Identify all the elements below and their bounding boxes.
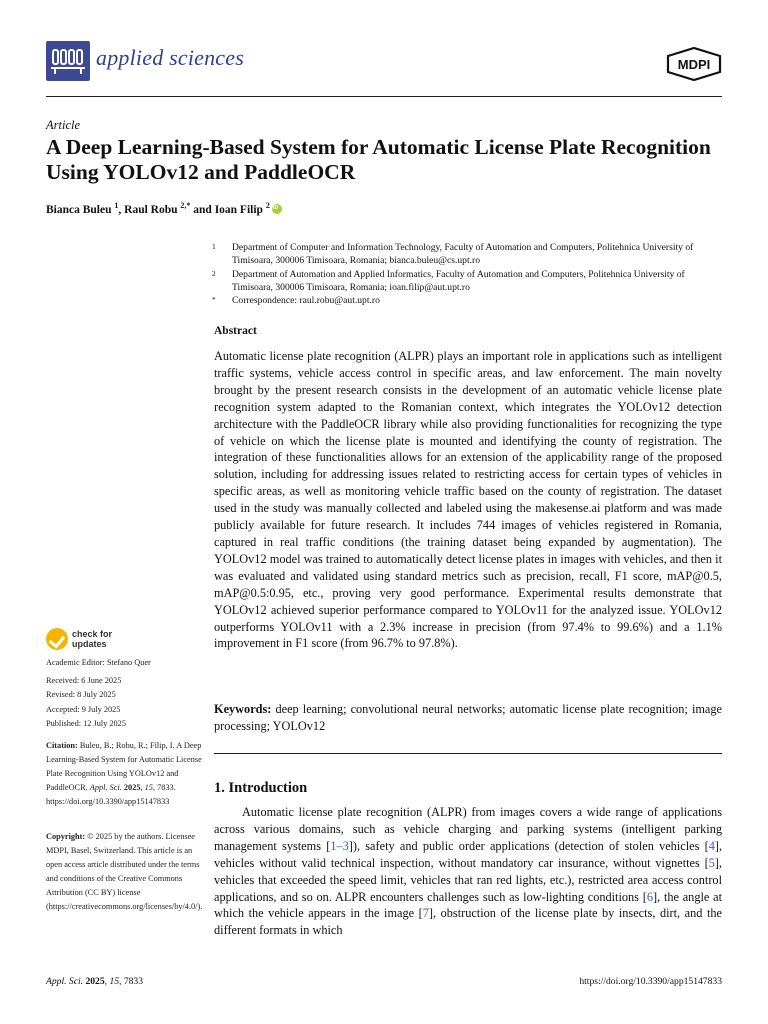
abstract-heading: Abstract xyxy=(214,325,257,337)
author-separator: and xyxy=(190,203,215,216)
affiliation-text: Department of Computer and Information Technology, Faculty of Automation and Computers, Politehnica University of Timisoara, 300006 Timisoara, Romania; bianca.buleu@cs.upt.ro xyxy=(232,242,694,266)
citation-doi[interactable]: , 7833. https://doi.org/10.3390/app15147833 xyxy=(46,783,176,806)
intro-text: ], the angle at which the vehicle appears in the image [ xyxy=(214,889,723,921)
abstract-text: Automatic license plate recognition (ALPR) plays an important role in applications such as intelligent traffic systems, vehicle access control in specific areas, and law enforcement. The main novelty brought by the present research consists in the development of an automatic vehicle license plate recognition system adapted to the Romanian context, which integrates the YOLOv12 detection architecture with the PaddleOCR library while also providing functionalities for recognizing the type of vehicle on which the license plate is mounted and identifying the county of registration. The integration of these functionalities allows for an extension of the applicability range of the proposed solution, including for addressing issues related to restricting access for certain types of vehicles in specific areas, as well as monitoring vehicle traffic based on the county of registration. The dataset used in the study was manually collected and labeled using the makesense.ai platform and was made publicly available for future research. It includes 744 images of vehicles registered in Romania, captured in real traffic conditions (the training dataset being expanded by augmentation). The YOLOv12 model was trained to automatically detect license plates in images with vehicles, and then it was evaluated and validated using standard metrics such as precision, recall, F1 score, mAP@0.5, mAP@0.5:0.95, etc., proving very good performance. Experimental results demonstrate that YOLOv12 achieved superior performance compared to YOLOv11 for the analyzed issue. YOLOv12 outperforms YOLOv11 with a 2.3% increase in precision (from 97.4% to 99.6%) and a 1.1% improvement in F1 score (from 96.7% to 97.8%). xyxy=(214,349,722,651)
affiliation xyxy=(214,268,724,294)
affiliation-number: 1 xyxy=(212,242,216,251)
affiliation-text: Department of Automation and Applied Informatics, Faculty of Automation and Computers, Politehnica University of Timisoara, 300006 Timisoara, Romania; ioan.filip@aut.upt.ro xyxy=(232,269,685,293)
author-affiliation-mark: 1 xyxy=(114,201,119,210)
intro-text: ], vehicles without valid technical inspection, without mandatory car insurance, without vignettes [ xyxy=(214,838,723,870)
journal-logo[interactable] xyxy=(46,41,90,81)
copyright-block xyxy=(46,830,204,914)
intro-text: ]), safety and public order applications (detection of stolen vehicles [ xyxy=(348,838,709,853)
footer-year: 2025 xyxy=(85,976,105,987)
intro-text: ], obstruction of the license plate by insects, dirt, and the different formats in which xyxy=(214,906,722,938)
citation-label: Citation: xyxy=(46,741,78,750)
keywords-text: deep learning; convolutional neural networks; automatic license plate recognition; image processing; YOLOv12 xyxy=(214,702,722,733)
copyright-label: Copyright: xyxy=(46,832,86,841)
citation-link[interactable]: 4 xyxy=(708,838,715,853)
correspondence xyxy=(214,294,724,307)
author-list xyxy=(46,201,282,216)
footer-doi-link[interactable]: https://doi.org/10.3390/app15147833 xyxy=(579,976,722,987)
check-for-updates-badge[interactable] xyxy=(46,626,126,652)
author-separator: , xyxy=(118,203,125,216)
journal-name[interactable]: applied sciences xyxy=(96,45,244,70)
affiliation-number: 2 xyxy=(212,269,216,278)
keywords xyxy=(214,701,722,735)
section-divider xyxy=(214,753,722,754)
intro-text: ], vehicles that exceeded the speed limit, vehicles that ran red lights, etc.), restricted area access control applications, and so on. ALPR encounters challenges such as low-lighting conditions [ xyxy=(214,855,722,904)
mdpi-logo-text: MDPI xyxy=(677,57,711,72)
test-tubes-icon xyxy=(51,47,85,75)
intro-text: Automatic license plate recognition (ALPR) from images covers a wide range of applications across various domains, such as vehicle charging and parking systems (intelligent parking management systems [ xyxy=(214,805,722,853)
article-type: Article xyxy=(46,118,81,132)
affiliation-number: * xyxy=(212,295,216,304)
date-published: Published: 12 July 2025 xyxy=(46,719,126,728)
footer-volume: 15 xyxy=(109,976,120,987)
orcid-icon[interactable] xyxy=(272,204,282,214)
citation-link[interactable]: 7 xyxy=(422,906,429,921)
citation-link[interactable]: 1–3 xyxy=(330,838,349,853)
checkmark-icon xyxy=(46,628,68,650)
citation-year: 2025 xyxy=(123,783,141,792)
citation-journal: Appl. Sci. xyxy=(89,783,122,792)
date-revised: Revised: 8 July 2025 xyxy=(46,690,116,699)
author-name[interactable]: Ioan Filip xyxy=(214,203,263,216)
keywords-label: Keywords: xyxy=(214,702,272,716)
citation-block: Citation: Buleu, B.; Robu, R.; Filip, I. A Deep Learning-Based System for Automatic License Plate Recognition Using YOLOv12 and PaddleOCR. Appl. Sci. 2025, 15, 7833. https://doi.org/10.3390/app15147833 xyxy=(46,741,202,806)
date-accepted: Accepted: 9 July 2025 xyxy=(46,705,121,714)
affiliation-text: Correspondence: raul.robu@aut.upt.ro xyxy=(232,295,380,306)
intro-paragraph xyxy=(214,804,722,939)
article-title: A Deep Learning-Based System for Automatic License Plate Recognition Using YOLOv12 and PaddleOCR xyxy=(46,135,711,184)
footer-journal: Appl. Sci. xyxy=(46,976,84,987)
check-updates-line2: updates xyxy=(72,639,107,649)
academic-editor: Academic Editor: Stefano Quer xyxy=(46,658,151,667)
footer-article-number: , 7833 xyxy=(119,976,144,987)
author-affiliation-mark: 2 xyxy=(265,201,270,210)
citation-text: Buleu, B.; Robu, R.; Filip, I. A Deep Learning-Based System for Automatic License Plate Recognition Using YOLOv12 and PaddleOCR. xyxy=(46,741,202,792)
footer-citation: Appl. Sci. 2025, 15, 7833 xyxy=(46,976,144,987)
copyright-text: © 2025 by the authors. Licensee MDPI, Basel, Switzerland. This article is an open access article distributed under the terms and conditions of the Creative Commons Attribution (CC BY) license (https://creativecommons.org/licenses/by/4.0/). xyxy=(46,832,203,911)
header-divider xyxy=(46,96,722,97)
section-heading: 1. Introduction xyxy=(214,780,308,796)
author-name[interactable]: Bianca Buleu xyxy=(46,203,112,216)
date-received: Received: 6 June 2025 xyxy=(46,676,122,685)
author-affiliation-mark: 2,* xyxy=(180,201,191,210)
author-name[interactable]: Raul Robu xyxy=(124,203,178,216)
affiliation xyxy=(214,241,724,267)
citation-link[interactable]: 6 xyxy=(646,889,653,904)
mdpi-logo[interactable] xyxy=(666,47,722,81)
citation-volume: 15 xyxy=(144,783,153,792)
citation-link[interactable]: 5 xyxy=(708,855,715,870)
check-updates-line1: check for xyxy=(72,629,113,639)
